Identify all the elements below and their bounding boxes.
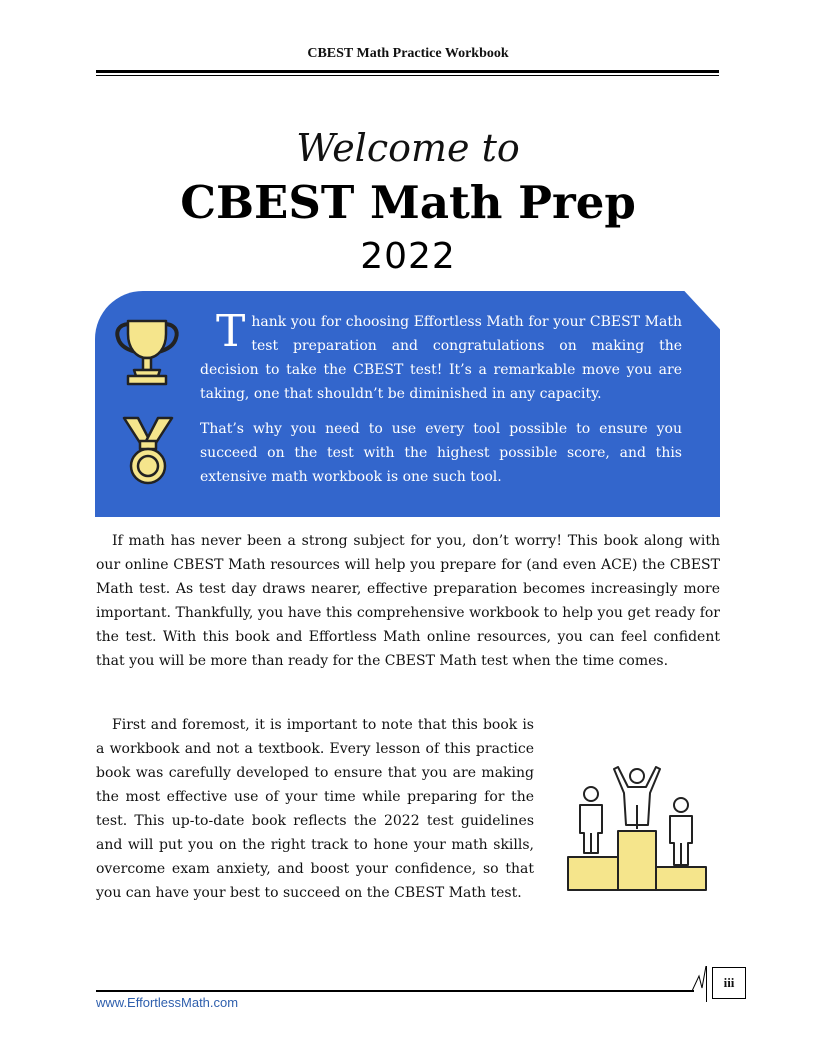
page-number: iii (712, 967, 746, 999)
header-rule-thick (96, 70, 719, 73)
footer-divider (706, 966, 707, 1002)
running-header: CBEST Math Practice Workbook (307, 46, 509, 61)
body-paragraph-prepare: If math has never been a strong subject for you, don’t worry! This book along with our online CBEST Math resources will help you prepare for (and even ACE) the CBEST Math test. As test day draws nearer, effective preparation becomes increasingly more important. Thankfully, you have this comprehensive workbook to help you get ready for the test. With this book and Effortless Math online resources, you can feel confident that you will be more than ready for the CBEST Math test when the time comes. (96, 533, 720, 669)
winners-podium-icon (542, 761, 720, 897)
body-paragraph-workbook-text: First and foremost, it is important to note that this book is a workbook and not a textbook. Every lesson of this practice book was carefully developed to ensure that you are making the most effective use of your time while preparing for the test. This up-to-date book reflects the 2022 test guidelines and will put you on the right track to hone your math skills, overcome exam anxiety, and boost your confidence, so that you can have your best to succeed on the CBEST Math test. (96, 717, 534, 901)
intro-paragraph-thanks (200, 306, 682, 406)
footer-rule (96, 990, 694, 992)
page-title: CBEST Math Prep (180, 176, 636, 229)
intro-paragraph-tools: That’s why you need to use every tool possible to ensure you succeed on the test with the highest possible score, and this extensive math workbook is one such tool. (200, 421, 682, 485)
header-rule-thin (96, 75, 719, 76)
intro-paragraph-thanks-text: hank you for choosing Effortless Math for your CBEST Math test preparation and congratulations on making the decision to take the CBEST test! It’s a remarkable move you are taking, one that shouldn’t be diminished in any capacity. (200, 314, 682, 402)
medal-icon (118, 415, 178, 487)
footer-notch-line (692, 966, 712, 996)
footer-website-link[interactable]: www.EffortlessMath.com (96, 995, 239, 1010)
welcome-heading: Welcome to (296, 126, 520, 170)
body-paragraph-workbook (96, 713, 720, 905)
title-year: 2022 (360, 236, 456, 277)
dropcap-letter: T (216, 306, 246, 357)
trophy-icon (114, 318, 180, 386)
